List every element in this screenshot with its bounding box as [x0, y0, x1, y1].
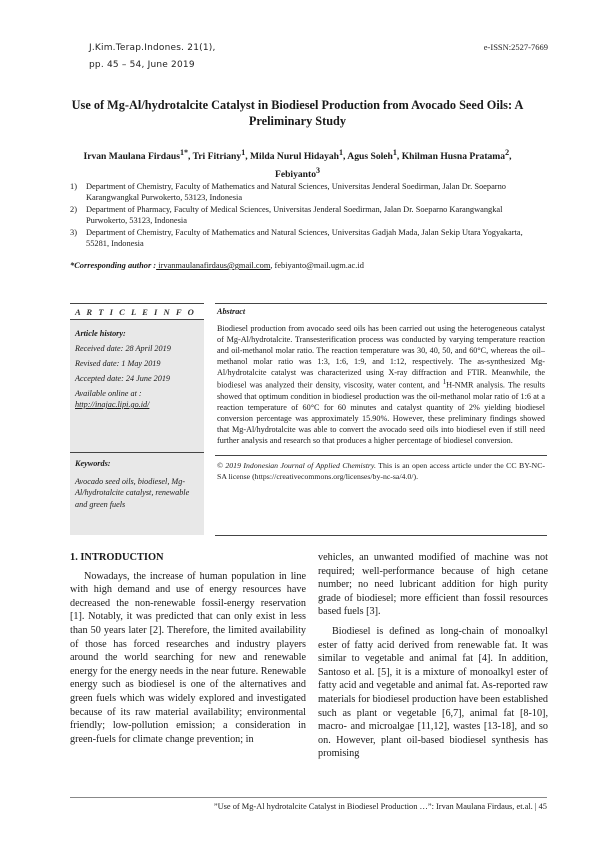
paper-title: Use of Mg-Al/hydrotalcite Catalyst in Biodiesel Production from Avocado Seed Oils: A Preliminary Study	[71, 98, 524, 128]
journal-citation	[89, 40, 216, 74]
author: Khilman Husna Pratama	[401, 151, 506, 163]
revised-date: Revised date: 1 May 2019	[75, 359, 161, 368]
keywords-label: Keywords:	[75, 459, 111, 468]
column-right	[318, 551, 548, 765]
issn: e-ISSN:2527-7669	[483, 42, 548, 52]
section-heading: 1. INTRODUCTION	[70, 552, 164, 563]
keywords: Avocado seed oils, biodiesel, Mg-Al/hydrotalcite catalyst, renewable and green fuels	[75, 476, 190, 509]
email-link[interactable]: irvanmaulanafirdaus@gmail.com	[156, 261, 271, 270]
column-left	[70, 551, 306, 750]
received-date: Received date: 28 April 2019	[75, 344, 171, 353]
page-footer: ”Use of Mg-Al hydrotalcite Catalyst in Biodiesel Production …”: Irvan Maulana Firdaus, et.al. | 45	[70, 797, 547, 811]
history-label: Article history:	[75, 329, 126, 338]
affiliation-item: 1) Department of Chemistry, Faculty of Mathematics and Natural Sciences, Universitas Jenderal Soedirman, Jalan Dr. Soeparno Karangwangkal Purwokerto, 53123, Indonesia	[70, 182, 506, 203]
article-history	[70, 320, 204, 454]
corresponding-author: *Corresponding author : irvanmaulanafirdaus@gmail.com, febiyanto@mail.ugm.ac.id	[70, 261, 364, 270]
paragraph: vehicles, an unwanted modified of machine was not required; well-performance because of high cetane number; no need lubricant addition for high purity grade of biodiesel; more efficient than fossil resources based fuels [3].	[318, 552, 548, 618]
abstract-bottom-rule	[215, 535, 547, 536]
online-link[interactable]: http://inajac.lipi.go.id/	[75, 400, 150, 409]
author: Tri Fitriany	[192, 151, 242, 163]
abstract-text: Biodiesel production from avocado seed oils has been carried out using the heterogeneous catalyst of Mg-Al/hydrotalcite. Transesterification process was conducted by varying temperature reaction and oil-methanol molar ratio. The reaction temperature was 30, 40, 50, and 60°C, whereas the oil–methanol molar ratio was 1:3, 1:6, 1:9, and 1:12, respectively. The as-synthesized Mg-Al/hydrotalcite catalyst was characterized using X-ray diffraction and FTIR. Meanwhile, the biodiesel was analyzed their density, viscosity, water content, and $^1$H-NMR analysis. The results showed that optimum condition in biodiesel production was the oil-methanol molar ratio of 1:6 at a reaction temperature of 60°C for 60 minutes and catalyst quantity of 2% yielding biodiesel conversion percentage was approximately 15.90%. However, these preliminary findings showed that Mg-Al/hydrotalcite was able to convert the avocado seed oils into biodiesel even if still need further analysis and research so that produces a higher percentage of biodiesel conversion.	[217, 323, 545, 445]
article-info-heading: A R T I C L E I N F O	[70, 303, 204, 320]
author-list: Irvan Maulana Firdaus$^{1*}$, Tri Fitriany$^1$, Milda Nurul Hidayah$^1$, Agus Soleh$^1$, Khilman Husna Pratama$^2$, Febiyanto$^3$	[83, 148, 512, 181]
author: Febiyanto	[274, 169, 317, 181]
license-note: © 2019 Indonesian Journal of Applied Chemistry. This is an open access article under the CC BY-NC-SA license (https://creativecommons.org/licenses/by-nc-sa/4.0/).	[215, 455, 547, 482]
paragraph: Biodiesel is defined as long-chain of monoalkyl ester of fatty acid derived from renewable fat. It was similar to vegetable and animal fat [4]. In addition, Santoso et al. [5], it is a mixture of monoalkyl ester of fatty acid and vegetable and animal fat. As-reported raw materials for biodiesel production have been established such as plant or vegetable [6,7], animal fat [8-10], macro- and microalgae [11,12], wastes [13-18], and so on. However, plant oil-based biodiesel synthesis has promising	[318, 625, 548, 760]
abstract-box	[215, 303, 547, 482]
online-label: Available online at :	[75, 389, 142, 398]
email-secondary: febiyanto@mail.ugm.ac.id	[274, 261, 364, 270]
accepted-date: Accepted date: 24 June 2019	[75, 374, 171, 383]
affiliation-item: 2) Department of Pharmacy, Faculty of Medical Sciences, Universitas Jenderal Soedirman, Jalan Dr. Soeparno Karangwangkal Purwokerto, 53123, Indonesia	[70, 204, 503, 226]
keywords-box	[70, 452, 204, 535]
affiliation-item: 3) Department of Chemistry, Faculty of Mathematics and Natural Sciences, Universitas Gadjah Mada, Jalan Sekip Utara Yogyakarta, 55281, Indonesia	[70, 227, 523, 249]
author: Agus Soleh	[347, 151, 393, 163]
article-info-box	[70, 303, 204, 454]
affiliations	[70, 181, 542, 249]
corresponding-label: *Corresponding author :	[70, 261, 157, 270]
abstract-heading: Abstract	[215, 303, 547, 321]
author: Milda Nurul Hidayah	[249, 151, 340, 163]
journal-line-1: J.Kim.Terap.Indones. 21(1),	[89, 43, 216, 53]
paragraph: Nowadays, the increase of human population in line with high demand and use of energy resources have decreased the non-renewable fossil-energy reservation [1]. Notably, it was predicted that can only exist in less than 50 years later [2]. Therefore, the limited availability of those has forced researches and industry players around the world searching for new and renewable energy for the energy needs in the near future. Renewable energy such as biodiesel is one of the alternatives and green fuels which was widely explored and investigated because of its raw material availability; environmental friendly; low-pollution emission; a consideration in green-fuels for climate change prevention; in	[70, 570, 306, 745]
journal-line-2: pp. 45 – 54, June 2019	[89, 60, 195, 70]
author: Irvan Maulana Firdaus	[83, 151, 180, 163]
